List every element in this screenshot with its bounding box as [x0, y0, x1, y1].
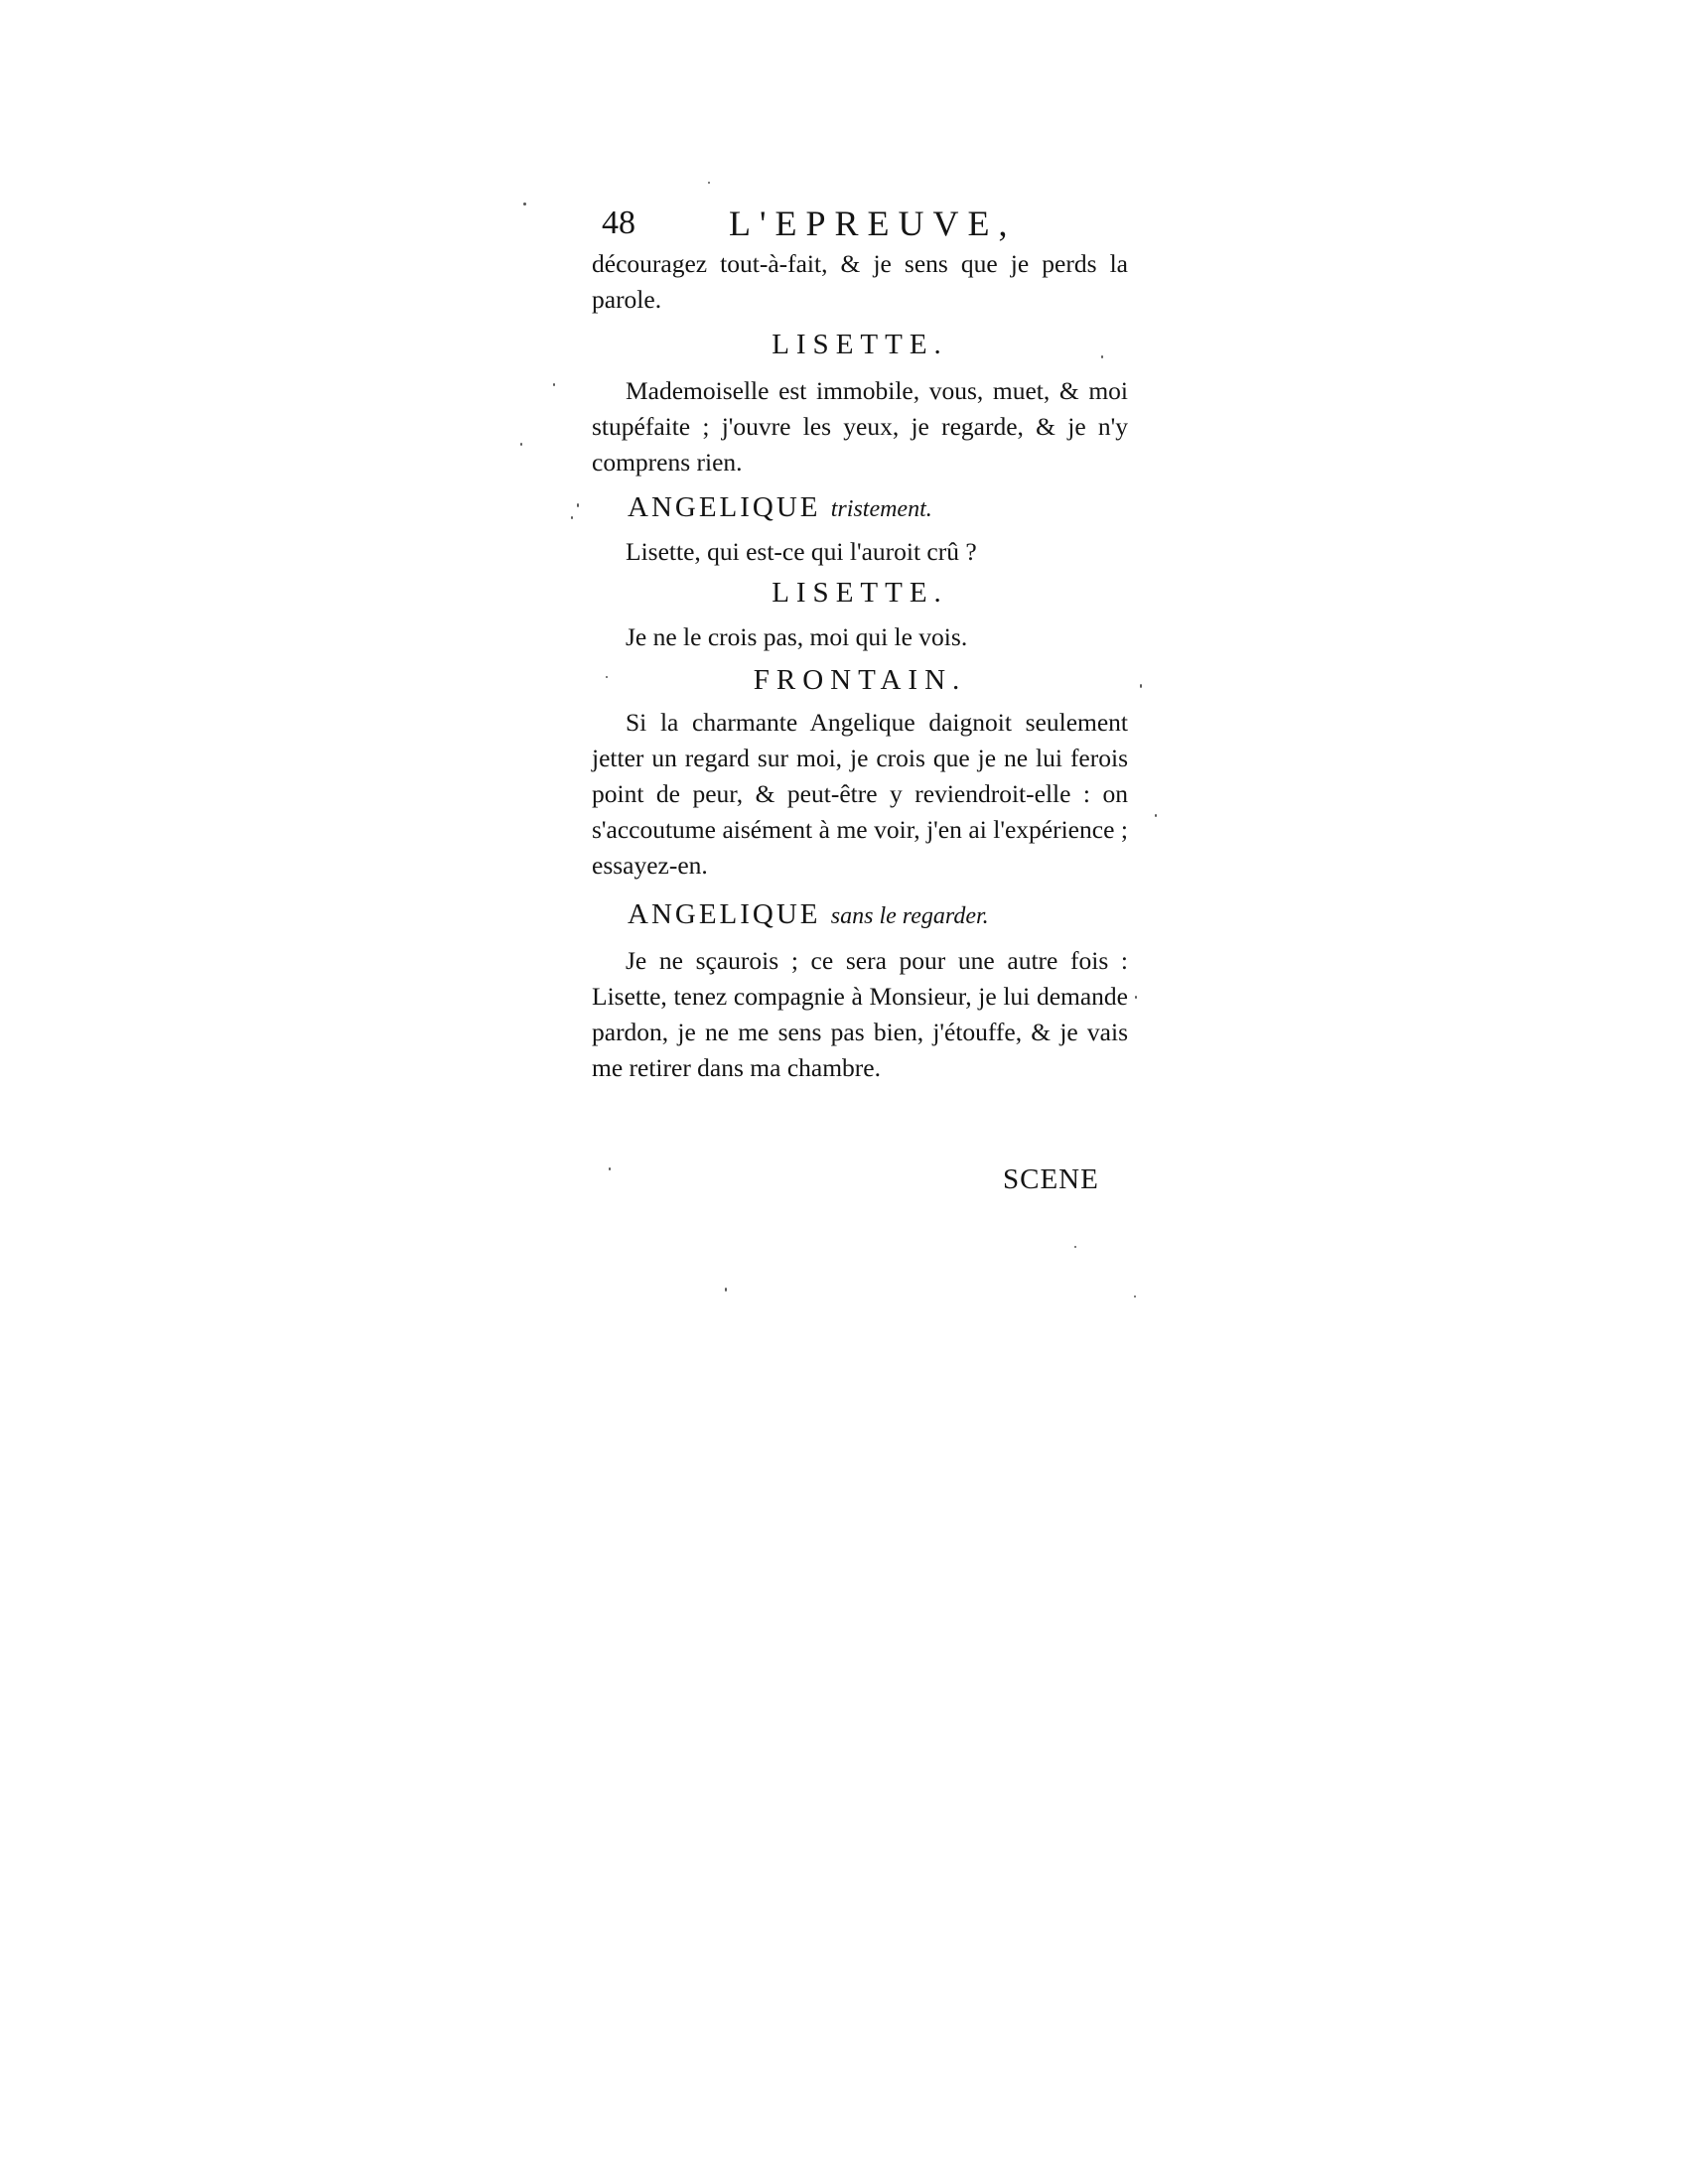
speaker-name: FRONTAIN.	[753, 664, 967, 696]
scan-speck	[1134, 1296, 1136, 1297]
scan-speck	[1155, 814, 1157, 817]
scan-speck	[553, 383, 555, 386]
catchword: SCENE	[1003, 1163, 1099, 1195]
scan-speck	[1140, 684, 1142, 688]
speaker-name: LISETTE.	[772, 577, 948, 609]
speech-text: Je ne sçaurois ; ce sera pour une autre fois : Lisette, tenez compagnie à Monsieur, je lui demande pardon, je ne me sens pas bien, j'étouffe, & je vais me retirer dans ma chambre.	[592, 946, 1128, 1082]
scan-speck	[571, 516, 573, 519]
speaker-name: LISETTE.	[772, 329, 948, 360]
running-title: L'EPREUVE,	[729, 204, 1017, 243]
speaker-name: ANGELIQUE	[628, 898, 821, 930]
speech-text: Mademoiselle est immobile, vous, muet, & moi stupéfaite ; j'ouvre les yeux, je regarde, & je n'y comprens rien.	[592, 376, 1128, 477]
scan-speck	[725, 1288, 727, 1292]
stage-direction: tristement.	[830, 496, 932, 522]
speech-text: Si la charmante Angelique daignoit seulement jetter un regard sur moi, je crois que je ne lui ferois point de peur, & peut-être y reviendroit-elle : on s'accoutume aisément à me voir, j'en ai l'expérience ; essayez-en.	[592, 708, 1128, 880]
scan-speck	[1074, 1246, 1076, 1248]
speaker-heading	[592, 895, 1128, 935]
scan-speck	[1101, 355, 1103, 358]
speech-text: Je ne le crois pas, moi qui le vois.	[626, 622, 968, 651]
scan-speck	[577, 503, 579, 507]
stage-direction: sans le regarder.	[830, 903, 989, 929]
speaker-name: ANGELIQUE	[628, 491, 821, 523]
text-column	[592, 246, 1128, 1086]
scan-speck	[609, 1167, 611, 1170]
scan-speck	[520, 443, 522, 446]
speaker-heading	[592, 488, 1128, 528]
page-number: 48	[602, 205, 635, 241]
scan-speck	[1135, 996, 1137, 999]
continued-speech: découragez tout-à-fait, & je sens que je perds la parole.	[592, 249, 1128, 314]
scan-speck	[523, 203, 526, 205]
scan-speck	[606, 676, 608, 678]
scan-speck	[708, 182, 710, 184]
speech-text: Lisette, qui est-ce qui l'auroit crû ?	[626, 537, 977, 566]
